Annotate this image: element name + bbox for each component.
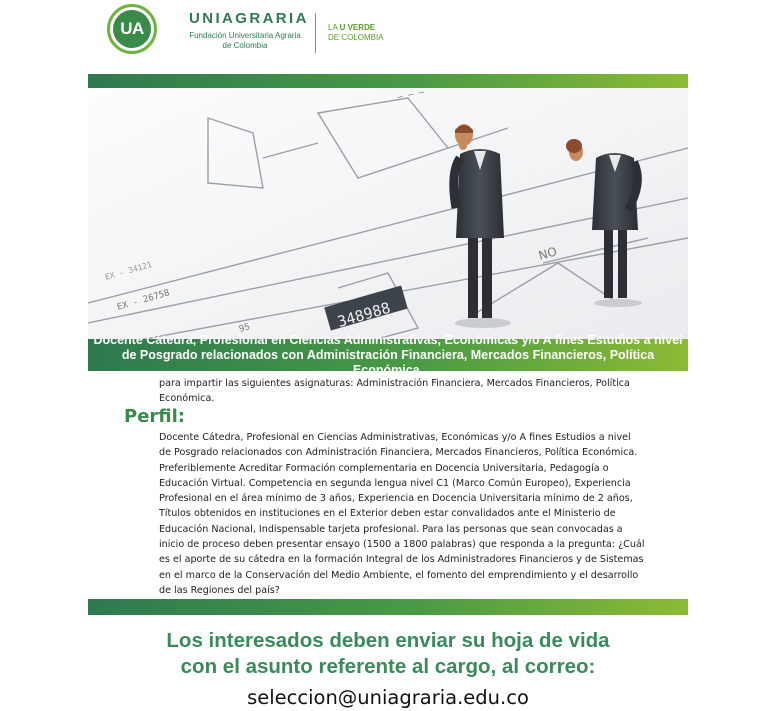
job-title-line2: de Posgrado relacionados con Administración Financiera, Mercados Financieros, Política Económica. [121,347,655,377]
job-title-band [88,332,688,377]
tagline-bold: U VERDE [339,23,376,32]
photo-label-348988: 348988 [335,298,393,331]
cta-line2: con el asunto referente al cargo, al correo: [180,655,596,678]
header [0,0,776,70]
brand [189,11,309,51]
uniagraria-logo [107,4,157,54]
banner-photo [88,88,688,344]
call-to-action [88,628,688,680]
logo-initials: UA [113,10,151,48]
brand-subtitle [189,31,301,51]
perfil-text: Docente Cátedra, Profesional en Ciencias Administrativas, Económicas y/o A fines Estudios a nivel de Posgrado relacionados con Administración Financiera, Mercados Financieros, Política Económica. Preferiblemente Acreditar Formación complementaria en Docencia Universitaria, Pedagogía o Educación Virtual. Competencia en segunda lengua nivel C1 (Marco Común Europeo), Experiencia Profesional en el área mínimo de 3 años, Experiencia en Docencia Universitaria mínimo de 2 años, Títulos obtenidos en instituciones en el Exterior deben estar convalidados ante el Ministerio de Educación Nacional, Indispensable tarjeta profesional. Para las personas que sean convocadas a inicio de proceso deben presentar ensayo (1500 a 1800 palabras) que responda a la pregunta: ¿Cuál es el aporte de su cátedra en la formación Integral de los Administradores Financieros y de Sistemas en el marco de la Conservación del Medio Ambiente, el fomento del emprendimiento y el desarrollo de las Regiones del país? [159,432,645,596]
brand-divider [315,13,316,53]
tagline-prefix: LA [328,23,340,32]
brand-sub-line2: de Colombia [222,41,268,50]
bottom-green-bar [88,599,688,615]
photo-label-ex1: EX - 26758 [116,288,171,313]
svg-text:— — —: — — — [396,88,426,103]
perfil-heading: Perfil: [124,406,185,427]
top-green-bar [88,74,688,88]
tagline [328,23,384,43]
tagline-line2: DE COLOMBIA [328,33,384,42]
business-men-on-chart-image [88,88,688,344]
contact-email[interactable]: seleccion@uniagraria.edu.co [247,686,529,709]
brand-sub-line1: Fundación Universitaria Agraria [189,31,301,40]
job-title-line1: Docente Cátedra, Profesional en Ciencias Administrativas, Económicas y/o A fines Estudios a nivel [93,332,683,347]
photo-label-ex2: EX - 34121 [104,259,153,282]
cta-line1: Los interesados deben enviar su hoja de vida [166,629,610,652]
brand-name: UNIAGRARIA [189,10,309,27]
photo-label-no: NO [536,244,559,263]
photo-label-95: 95 [238,322,252,335]
subjects-text: para impartir las siguientes asignaturas: Administración Financiera, Mercados Financieros, Política Económica. [159,378,630,404]
